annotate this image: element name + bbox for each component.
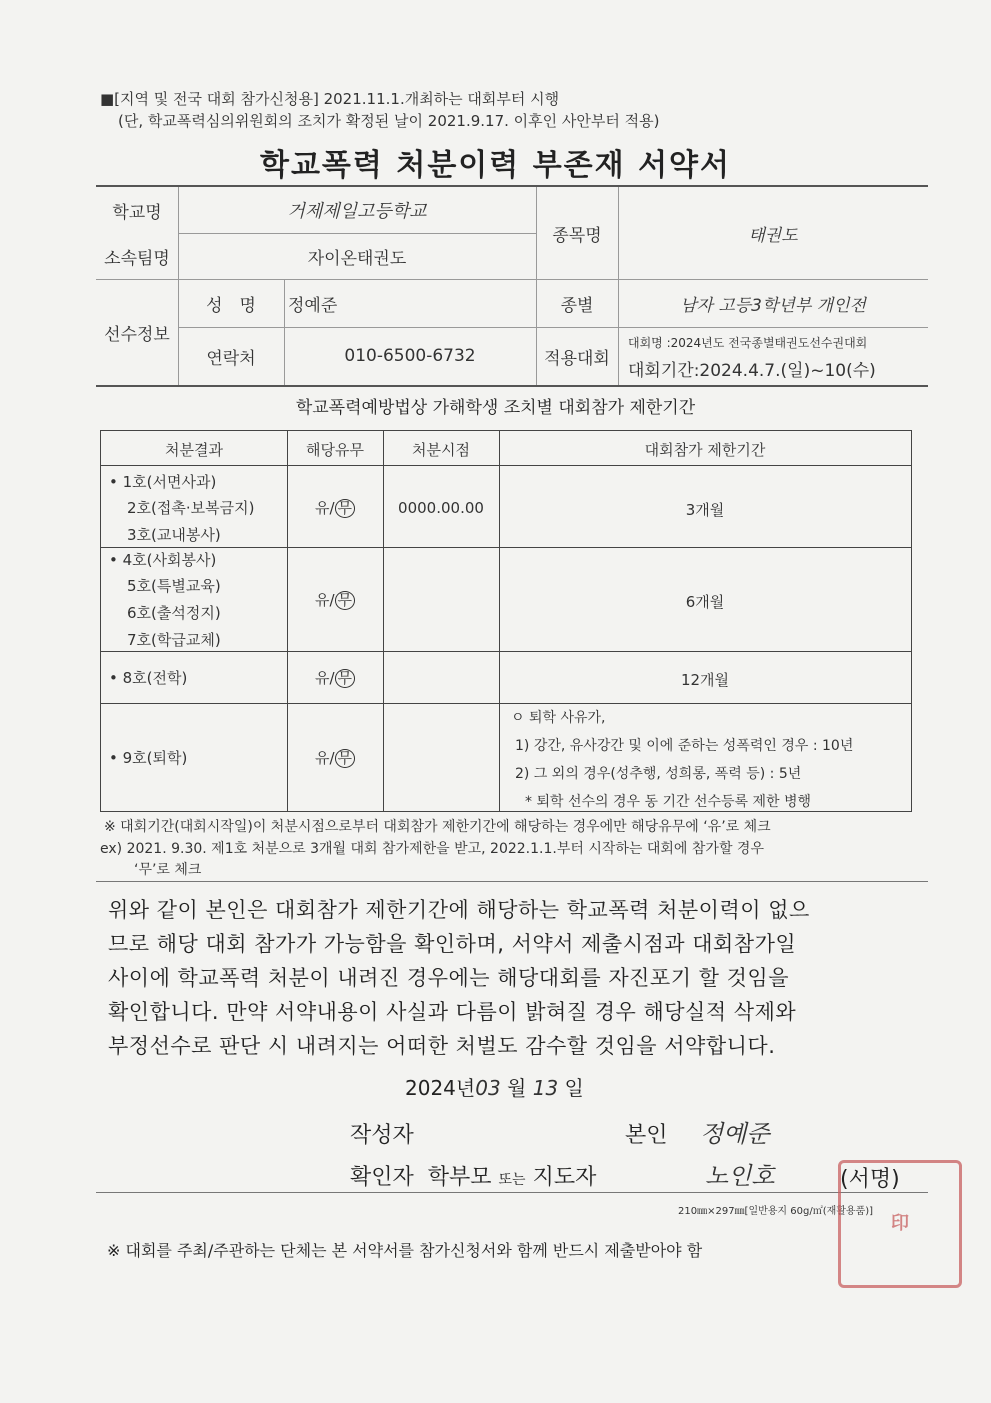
seal-stamp: 印 [838, 1160, 962, 1288]
sign-label: (서명) [840, 1167, 900, 1192]
name-label: 성 명 [206, 295, 256, 316]
contact-value: 010-6500-6732 [344, 346, 476, 366]
header-line-2: (단, 학교폭력심의위원회의 조치가 확정된 날이 2021.9.17. 이후인 사안부터 적용) [118, 112, 660, 130]
header-line-1: ■[지역 및 전국 대회 참가신청용] 2021.11.1.개최하는 대회부터 시행 [100, 90, 560, 108]
checked-no-circle: 무 [335, 591, 356, 610]
signing-date: 2024년03 월 13 일 [405, 1076, 584, 1100]
pledge-line: 확인합니다. 만약 서약내용이 사실과 다름이 밝혀질 경우 해당실적 삭제와 [108, 1000, 797, 1024]
applicable-check: 유/ 무 [287, 747, 383, 768]
pledge-line: 부정선수로 판단 시 내려지는 어떠한 처벌도 감수할 것임을 서약합니다. [108, 1034, 776, 1058]
applicable-check: 유/ 무 [287, 497, 383, 518]
name-value: 정예준 [288, 295, 338, 316]
competition-name: 대회명 :2024년도 전국종별태권도선수권대회 [628, 335, 868, 350]
coach-signature: 노인호 [705, 1162, 775, 1190]
note-line-1: ※ 대회기간(대회시작일)이 처분시점으로부터 대회참가 제한기간에 해당하는 경우에만 해당유무에 ‘유’로 체크 [104, 819, 771, 835]
applicable-check: 유/ 무 [287, 589, 383, 610]
pledge-line: 위와 같이 본인은 대회참가 제한기간에 해당하는 학교폭력 처분이력이 없으 [108, 898, 810, 922]
expulsion-note: 2) 그 외의 경우(성추행, 성희롱, 폭력 등) : 5년 [515, 766, 802, 782]
info-table [96, 185, 928, 387]
checked-no-circle: 무 [335, 669, 356, 688]
expulsion-note: * 퇴학 선수의 경우 동 기간 선수등록 제한 병행 [525, 794, 812, 810]
disposition-item: • 8호(전학) [109, 669, 188, 687]
document-title: 학교폭력 처분이력 부존재 서약서 [259, 148, 732, 183]
pledge-line: 사이에 학교폭력 처분이 내려진 경우에는 해당대회를 자진포기 할 것임을 [108, 966, 789, 990]
checked-no-circle: 무 [335, 749, 356, 768]
disposition-item: 3호(교내봉사) [127, 526, 221, 544]
disposition-item: • 9호(퇴학) [109, 749, 188, 767]
restriction-subheading: 학교폭력예방법상 가해학생 조치별 대회참가 제한기간 [295, 398, 696, 418]
self-label: 본인 [625, 1123, 668, 1148]
disposition-item: • 1호(서면사과) [109, 473, 217, 491]
paper-spec: 210㎜×297㎜[일반용지 60g/㎡(재활용품)] [678, 1206, 874, 1217]
applicable-check: 유/ 무 [287, 667, 383, 688]
team-label: 소속팀명 [104, 248, 170, 269]
disposition-time: 0000.00.00 [398, 499, 484, 517]
event-label: 종목명 [552, 225, 602, 246]
player-info-label: 선수정보 [104, 324, 170, 345]
expulsion-note: 1) 강간, 유사강간 및 이에 준하는 성폭력인 경우 : 10년 [515, 738, 854, 754]
school-label: 학교명 [112, 202, 162, 223]
col-header-result: 처분결과 [165, 441, 223, 459]
disposition-item: 5호(특별교육) [127, 577, 221, 595]
checked-no-circle: 무 [335, 499, 356, 518]
limit-period: 6개월 [685, 593, 725, 611]
competition-label: 적용대회 [544, 348, 610, 369]
competition-period: 대회기간:2024.4.7.(일)~10(수) [628, 360, 876, 381]
footer-note: ※ 대회를 주최/주관하는 단체는 본 서약서를 참가신청서와 함께 반드시 제출받아야 함 [107, 1241, 703, 1260]
pledge-paragraph [108, 893, 908, 1063]
event-value: 태권도 [748, 225, 798, 246]
confirmer-row: 확인자 학부모 또는 지도자 [350, 1165, 597, 1190]
disposition-table [100, 430, 912, 812]
self-signature: 정예준 [700, 1120, 770, 1148]
contact-label: 연락처 [206, 348, 256, 369]
expulsion-note: ㅇ 퇴학 사유가, [511, 710, 606, 726]
writer-label: 작성자 [350, 1123, 414, 1148]
limit-period: 12개월 [680, 671, 730, 689]
note-line-3: ‘무’로 체크 [134, 862, 202, 878]
col-header-time: 처분시점 [412, 441, 470, 459]
disposition-item: 7호(학급교체) [127, 631, 221, 649]
school-value: 거제제일고등학교 [287, 201, 427, 222]
pledge-line: 므로 해당 대회 참가가 가능함을 확인하며, 서약서 제출시점과 대회참가일 [108, 932, 797, 956]
note-line-2: ex) 2021. 9.30. 제1호 처분으로 3개월 대회 참가제한을 받고, 2022.1.1.부터 시작하는 대회에 참가할 경우 [100, 841, 764, 857]
disposition-item: 6호(출석정지) [127, 604, 221, 622]
team-value: 자이온태권도 [307, 248, 407, 269]
limit-period: 3개월 [685, 501, 725, 519]
division-value: 남자 고등3학년부 개인전 [680, 295, 866, 316]
division-label: 종별 [560, 295, 594, 316]
disposition-item: 2호(접촉·보복금지) [127, 499, 255, 517]
col-header-limit: 대회참가 제한기간 [644, 441, 766, 459]
disposition-item: • 4호(사회봉사) [109, 551, 217, 569]
col-header-applicable: 해당유무 [306, 441, 364, 459]
